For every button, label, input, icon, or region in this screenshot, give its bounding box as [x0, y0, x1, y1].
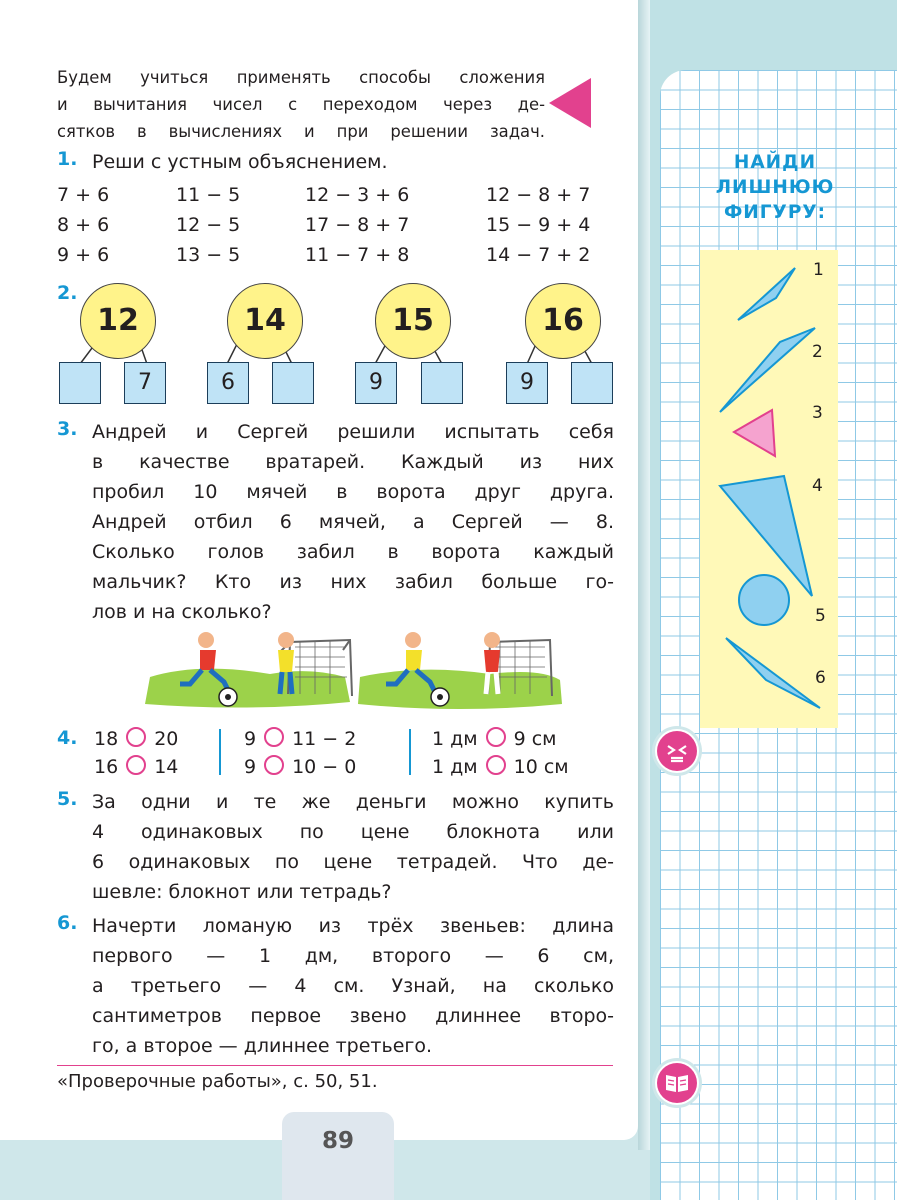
intro-line: сятков в вычислениях и при решении задач.	[57, 122, 545, 141]
task1-line: Реши с устным объяснением.	[92, 151, 388, 173]
comparison-value: 10 − 0	[292, 756, 357, 778]
answer-box[interactable]: 9	[355, 362, 397, 404]
comparison-value: 9	[244, 728, 257, 750]
divider-line	[57, 1065, 613, 1066]
comparison	[94, 755, 178, 778]
triangle-figure-1[interactable]	[738, 268, 795, 320]
compare-circle[interactable]	[486, 727, 506, 747]
compare-circle[interactable]	[264, 727, 284, 747]
task3-line: пробил 10 мячей в ворота друг друга.	[92, 481, 614, 503]
expression: 11 − 5	[176, 184, 241, 206]
expression: 14 − 7 + 2	[486, 244, 591, 266]
expression: 12 − 5	[176, 214, 241, 236]
expression: 7 + 6	[57, 184, 110, 206]
answer-box[interactable]	[59, 362, 101, 404]
answer-box[interactable]	[272, 362, 314, 404]
number-circle: 16	[525, 283, 601, 359]
comparison	[244, 727, 356, 750]
task3-text	[92, 417, 614, 627]
workbook-reference: «Проверочные работы», с. 50, 51.	[57, 1071, 378, 1092]
answer-box[interactable]	[571, 362, 613, 404]
comparison-value: 9 см	[513, 728, 557, 750]
task5-line: За одни и те же деньги можно купить	[92, 791, 614, 813]
sidebar-title-line: НАЙДИ	[733, 152, 817, 173]
task3-line: лов и на сколько?	[92, 601, 272, 623]
task5-line: 6 одинаковых по цене тетрадей. Что де-	[92, 851, 614, 873]
task-number: 4.	[57, 727, 78, 749]
answer-box[interactable]: 7	[124, 362, 166, 404]
grass	[145, 669, 350, 708]
task5-line: 4 одинаковых по цене блокнота или	[92, 821, 614, 843]
expression: 12 − 3 + 6	[305, 184, 410, 206]
task3-line: мальчик? Кто из них забил больше го-	[92, 571, 614, 593]
divider	[219, 729, 221, 775]
sidebar-title-line: ЛИШНЮЮ	[715, 177, 835, 198]
number-circle: 14	[227, 283, 303, 359]
answer-box[interactable]	[421, 362, 463, 404]
figure-number: 4	[812, 476, 823, 496]
number-circle: 15	[375, 283, 451, 359]
comparison	[432, 755, 569, 778]
sidebar-title	[700, 150, 850, 225]
expression: 13 − 5	[176, 244, 241, 266]
task-number: 6.	[57, 912, 78, 934]
task-number: 5.	[57, 788, 78, 810]
triangle-figure-6[interactable]	[726, 638, 820, 708]
intro-line: Будем учиться применять способы сложения	[57, 68, 545, 87]
triangle-figure-3[interactable]	[734, 410, 775, 456]
compare-circle[interactable]	[126, 727, 146, 747]
task6-line: сантиметров первое звено длиннее второ-	[92, 1005, 614, 1027]
triangle-figure-2[interactable]	[720, 328, 815, 412]
figure-number: 1	[813, 260, 824, 280]
task3-line: Андрей отбил 6 мячей, а Сергей — 8.	[92, 511, 614, 533]
expression: 9 + 6	[57, 244, 110, 266]
comparison-value: 18	[94, 728, 119, 750]
grass	[358, 670, 562, 709]
task6-text	[92, 911, 614, 1061]
task3-line: Сколько голов забил в ворота каждый	[92, 541, 614, 563]
comparison-value: 1 дм	[432, 756, 478, 778]
figure-number: 3	[812, 403, 823, 423]
task-number: 3.	[57, 418, 78, 440]
figure-number: 6	[815, 668, 826, 688]
circle-figure-5[interactable]	[739, 575, 789, 625]
comparison-value: 9	[244, 756, 257, 778]
task5-text	[92, 787, 614, 907]
compare-circle[interactable]	[126, 755, 146, 775]
page-number-tab	[282, 1112, 394, 1200]
football-illustration	[140, 622, 565, 714]
task-number: 1.	[57, 148, 78, 170]
expression: 15 − 9 + 4	[486, 214, 591, 236]
task6-line: го, а второе — длиннее третьего.	[92, 1035, 433, 1057]
comparison	[432, 727, 557, 750]
intro-line: и вычитания чисел с переходом через де-	[57, 95, 545, 114]
answer-box[interactable]: 6	[207, 362, 249, 404]
divider	[409, 729, 411, 775]
compare-symbols-icon[interactable]	[655, 729, 699, 773]
expression: 11 − 7 + 8	[305, 244, 410, 266]
comparison-value: 16	[94, 756, 119, 778]
task6-line: Начерти ломаную из трёх звеньев: длина	[92, 915, 614, 937]
expression: 8 + 6	[57, 214, 110, 236]
book-icon[interactable]	[655, 1061, 699, 1105]
answer-box[interactable]: 9	[506, 362, 548, 404]
comparison-value: 20	[154, 728, 179, 750]
comparison-value: 1 дм	[432, 728, 478, 750]
compare-circle[interactable]	[486, 755, 506, 775]
compare-circle[interactable]	[264, 755, 284, 775]
task5-line: шевле: блокнот или тетрадь?	[92, 881, 392, 903]
comparison-value: 10 см	[513, 756, 569, 778]
comparison-value: 14	[154, 756, 179, 778]
number-circle: 12	[80, 283, 156, 359]
task6-line: первого — 1 дм, второго — 6 см,	[92, 945, 614, 967]
expression: 12 − 8 + 7	[486, 184, 591, 206]
comparison	[94, 727, 178, 750]
figure-number: 2	[812, 342, 823, 362]
comparison-value: 11 − 2	[292, 728, 357, 750]
page-number: 89	[321, 1128, 354, 1154]
task3-line: Андрей и Сергей решили испытать себя	[92, 421, 614, 443]
task3-line: в качестве вратарей. Каждый из них	[92, 451, 614, 473]
sidebar-title-line: ФИГУРУ:	[723, 202, 827, 223]
comparison	[244, 755, 356, 778]
expression: 17 − 8 + 7	[305, 214, 410, 236]
task-number: 2.	[57, 282, 78, 304]
task6-line: а третьего — 4 см. Узнай, на сколько	[92, 975, 614, 997]
figure-number: 5	[815, 606, 826, 626]
